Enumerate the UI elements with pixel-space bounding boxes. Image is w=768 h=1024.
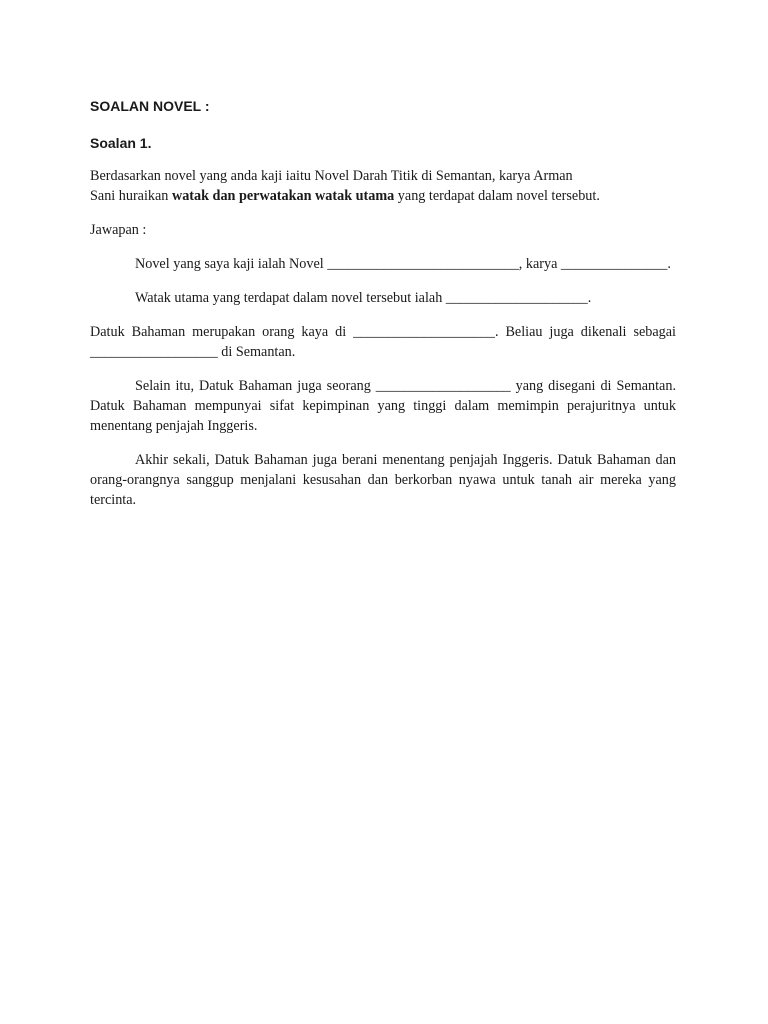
- answer-paragraph-3: Datuk Bahaman merupakan orang kaya di ____________________. Beliau juga dikenali sebagai __________________ di Semantan.: [90, 324, 676, 360]
- answer-paragraph-5: Akhir sekali, Datuk Bahaman juga berani menentang penjajah Inggeris. Datuk Bahaman dan orang-orangnya sanggup menjalani kesusahan dan berkorban nyawa untuk tanah air mereka yang tercinta.: [90, 452, 676, 508]
- answer-paragraph-4: Selain itu, Datuk Bahaman juga seorang ___________________ yang disegani di Semantan. Datuk Bahaman mempunyai sifat kepimpinan yang tinggi dalam memimpin perajuritnya untuk menentang penjajah Inggeris.: [90, 378, 676, 434]
- answer-paragraph-1: Novel yang saya kaji ialah Novel ___________________________, karya _______________.: [135, 256, 671, 272]
- answer-paragraph-2: Watak utama yang terdapat dalam novel tersebut ialah ____________________.: [135, 290, 592, 306]
- document-title: SOALAN NOVEL :: [90, 98, 210, 114]
- question-emphasis: watak dan perwatakan watak utama: [171, 188, 395, 204]
- question-text: [90, 166, 676, 206]
- answer-label: Jawapan :: [90, 222, 147, 238]
- question-line-2-start: Sani huraikan: [90, 188, 172, 204]
- question-line-1: Berdasarkan novel yang anda kaji iaitu Novel Darah Titik di Semantan, karya Arman: [90, 168, 573, 184]
- document-page: [90, 96, 676, 524]
- question-label: Soalan 1.: [90, 135, 152, 151]
- question-line-2-end: yang terdapat dalam novel tersebut.: [394, 188, 600, 204]
